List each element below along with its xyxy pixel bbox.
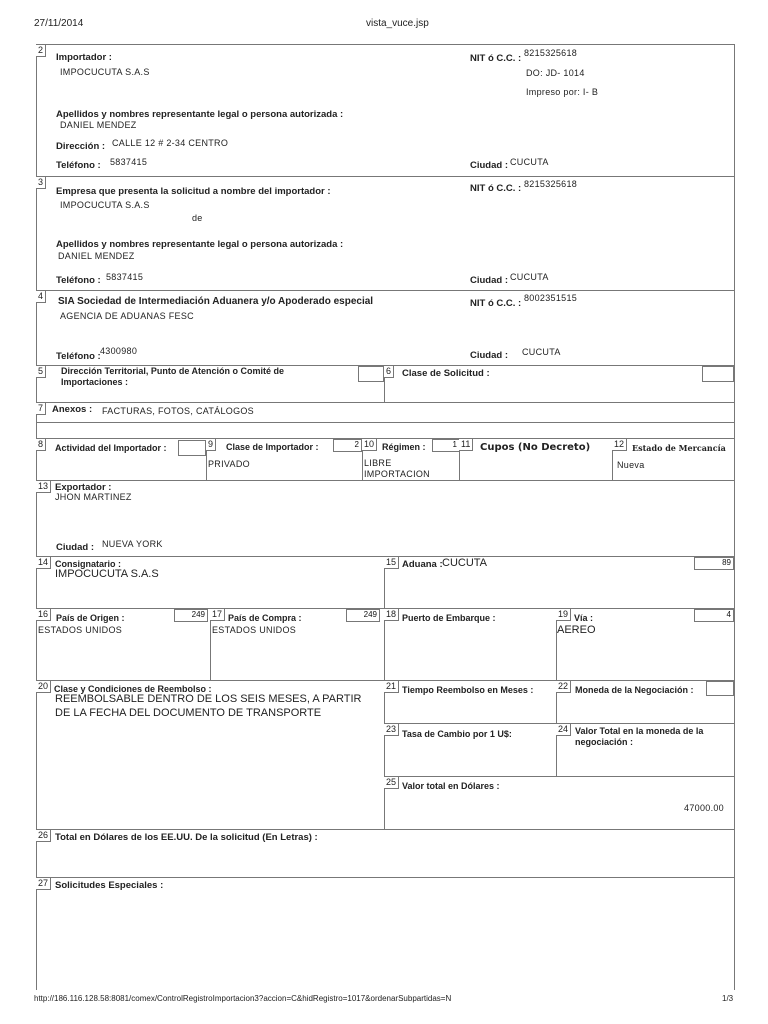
section-number: 13: [36, 481, 51, 493]
section-number: 17: [210, 609, 225, 621]
section-number: 27: [36, 878, 51, 890]
section-number: 19: [556, 609, 571, 621]
importer-nit-label: NIT ó C.C. :: [470, 53, 522, 64]
importer-address-label: Dirección :: [56, 141, 106, 152]
territorial-label-2: Importaciones :: [61, 377, 129, 387]
applicant-de: de: [192, 213, 203, 223]
attachments-label: Anexos :: [52, 404, 93, 415]
reimbursement-months-label: Tiempo Reembolso en Meses :: [402, 685, 534, 695]
importer-phone: 5837415: [110, 157, 148, 167]
goods-state-value: Nueva: [617, 460, 645, 470]
applicant-name: IMPOCUCUTA S.A.S: [60, 200, 150, 210]
section-number: 21: [384, 681, 399, 693]
total-negotiation-label-1: Valor Total en la moneda de la: [575, 726, 704, 736]
origin-country-value: ESTADOS UNIDOS: [38, 625, 123, 635]
transport-route-label: Vía :: [574, 613, 594, 623]
importer-rep-label: Apellidos y nombres representante legal o persona autorizada :: [56, 109, 344, 120]
reimbursement-line-2: DE LA FECHA DEL DOCUMENTO DE TRANSPORTE: [55, 707, 322, 719]
attachments-value: FACTURAS, FOTOS, CATÁLOGOS: [102, 406, 254, 416]
applicant-phone-label: Teléfono :: [56, 275, 101, 286]
section-number: 5: [36, 366, 46, 378]
sia-nit: 8002351515: [524, 293, 578, 303]
importer-class-code: 2: [333, 439, 362, 452]
special-requests-label: Solicitudes Especiales :: [55, 880, 164, 891]
sia-city-label: Ciudad :: [470, 350, 508, 361]
section-number: 2: [36, 45, 46, 57]
importer-city-label: Ciudad :: [470, 160, 508, 171]
importer-address: CALLE 12 # 2-34 CENTRO: [112, 138, 229, 148]
quota-label: Cupos (No Decreto): [480, 442, 591, 453]
section-number: 24: [556, 724, 571, 736]
customs-label: Aduana :: [402, 559, 443, 570]
exporter-city-label: Ciudad :: [56, 542, 94, 553]
sia-nit-label: NIT ó C.C. :: [470, 298, 522, 309]
footer-url[interactable]: http://186.116.128.58:8081/comex/ControlRegistroImportacion3?accion=C&hidRegistro=1017&ordenarSubpartidas=N: [34, 994, 452, 1003]
total-usd-value: 47000.00: [684, 803, 724, 813]
currency-code-box: [706, 681, 734, 696]
section-number: 16: [36, 609, 51, 621]
page-title: vista_vuce.jsp: [366, 18, 429, 29]
applicant-label: Empresa que presenta la solicitud a nombre del importador :: [56, 186, 331, 197]
territorial-code-box: [358, 366, 384, 382]
applicant-phone: 5837415: [106, 272, 144, 282]
sia-label: SIA Sociedad de Intermediación Aduanera y/o Apoderado especial: [58, 296, 374, 307]
reimbursement-label: Clase y Condiciones de Reembolso :: [54, 684, 212, 694]
importer-phone-label: Teléfono :: [56, 160, 101, 171]
section-number: 20: [36, 681, 51, 693]
importer-class-value: PRIVADO: [208, 459, 250, 469]
customs-value: CUCUTA: [442, 557, 488, 569]
section-number: 12: [612, 439, 627, 451]
purchase-country-label: País de Compra :: [228, 613, 302, 623]
section-number: 18: [384, 609, 399, 621]
sia-name: AGENCIA DE ADUANAS FESC: [60, 311, 194, 321]
transport-route-code: 4: [694, 609, 734, 622]
total-letters-label: Total en Dólares de los EE.UU. De la solicitud (En Letras) :: [55, 832, 318, 843]
section-number: 7: [36, 403, 46, 415]
section-number: 25: [384, 777, 399, 789]
section-number: 3: [36, 177, 46, 189]
importer-city: CUCUTA: [510, 157, 549, 167]
origin-country-code: 249: [174, 609, 208, 622]
applicant-city: CUCUTA: [510, 272, 549, 282]
importer-name: IMPOCUCUTA S.A.S: [60, 67, 150, 77]
regime-code: 1: [432, 439, 460, 452]
total-negotiation-label-2: negociación :: [575, 737, 634, 747]
printed-by: Impreso por: I- B: [526, 87, 599, 97]
exchange-rate-label: Tasa de Cambio por 1 U$:: [402, 729, 512, 739]
page-number: 1/3: [722, 994, 734, 1003]
exporter-city: NUEVA YORK: [102, 539, 163, 549]
importer-rep: DANIEL MENDEZ: [60, 120, 137, 130]
applicant-nit-label: NIT ó C.C. :: [470, 183, 522, 194]
exporter-name: JHON MARTINEZ: [55, 492, 132, 502]
purchase-country-code: 249: [346, 609, 380, 622]
do-number: DO: JD- 1014: [526, 68, 585, 78]
section-number: 11: [459, 439, 473, 451]
total-usd-label: Valor total en Dólares :: [402, 781, 500, 791]
consignee-value: IMPOCUCUTA S.A.S: [55, 568, 159, 580]
transport-route-value: AEREO: [557, 624, 596, 636]
section-number: 10: [362, 439, 377, 451]
importer-label: Importador :: [56, 52, 112, 63]
importer-activity-box: [178, 440, 206, 456]
regime-label: Régimen :: [382, 442, 426, 452]
consignee-label: Consignatario :: [55, 559, 122, 569]
importer-class-label: Clase de Importador :: [226, 442, 319, 452]
section-number: 9: [206, 439, 216, 451]
applicant-city-label: Ciudad :: [470, 275, 508, 286]
reimbursement-line-1: REEMBOLSABLE DENTRO DE LOS SEIS MESES, A PARTIR: [55, 693, 362, 705]
origin-country-label: País de Origen :: [56, 613, 125, 623]
section-number: 15: [384, 557, 399, 569]
section-number: 14: [36, 557, 51, 569]
goods-state-label: Estado de Mercancía: [632, 443, 726, 453]
importer-activity-label: Actividad del Importador :: [55, 443, 167, 453]
regime-value-1: LIBRE: [364, 458, 392, 468]
customs-code: 89: [694, 557, 734, 570]
applicant-nit: 8215325618: [524, 179, 578, 189]
territorial-label-1: Dirección Territorial, Punto de Atención o Comité de: [61, 366, 285, 376]
sia-city: CUCUTA: [522, 347, 561, 357]
purchase-country-value: ESTADOS UNIDOS: [212, 625, 297, 635]
section-number: 6: [384, 366, 394, 378]
sia-phone: 4300980: [100, 346, 138, 356]
section-number: 8: [36, 439, 46, 451]
regime-value-2: IMPORTACION: [364, 469, 430, 479]
sia-phone-label: Teléfono :: [56, 351, 101, 362]
exporter-label: Exportador :: [55, 482, 112, 493]
section-number: 26: [36, 830, 51, 842]
section-number: 23: [384, 724, 399, 736]
section-number: 4: [36, 291, 46, 303]
applicant-rep: DANIEL MENDEZ: [58, 251, 135, 261]
currency-label: Moneda de la Negociación :: [575, 685, 694, 695]
print-date: 27/11/2014: [34, 18, 84, 29]
section-number: 22: [556, 681, 571, 693]
request-class-label: Clase de Solicitud :: [402, 368, 490, 379]
applicant-rep-label: Apellidos y nombres representante legal o persona autorizada :: [56, 239, 344, 250]
request-class-code-box: [702, 366, 734, 382]
loading-port-label: Puerto de Embarque :: [402, 613, 496, 623]
importer-nit: 8215325618: [524, 48, 578, 58]
